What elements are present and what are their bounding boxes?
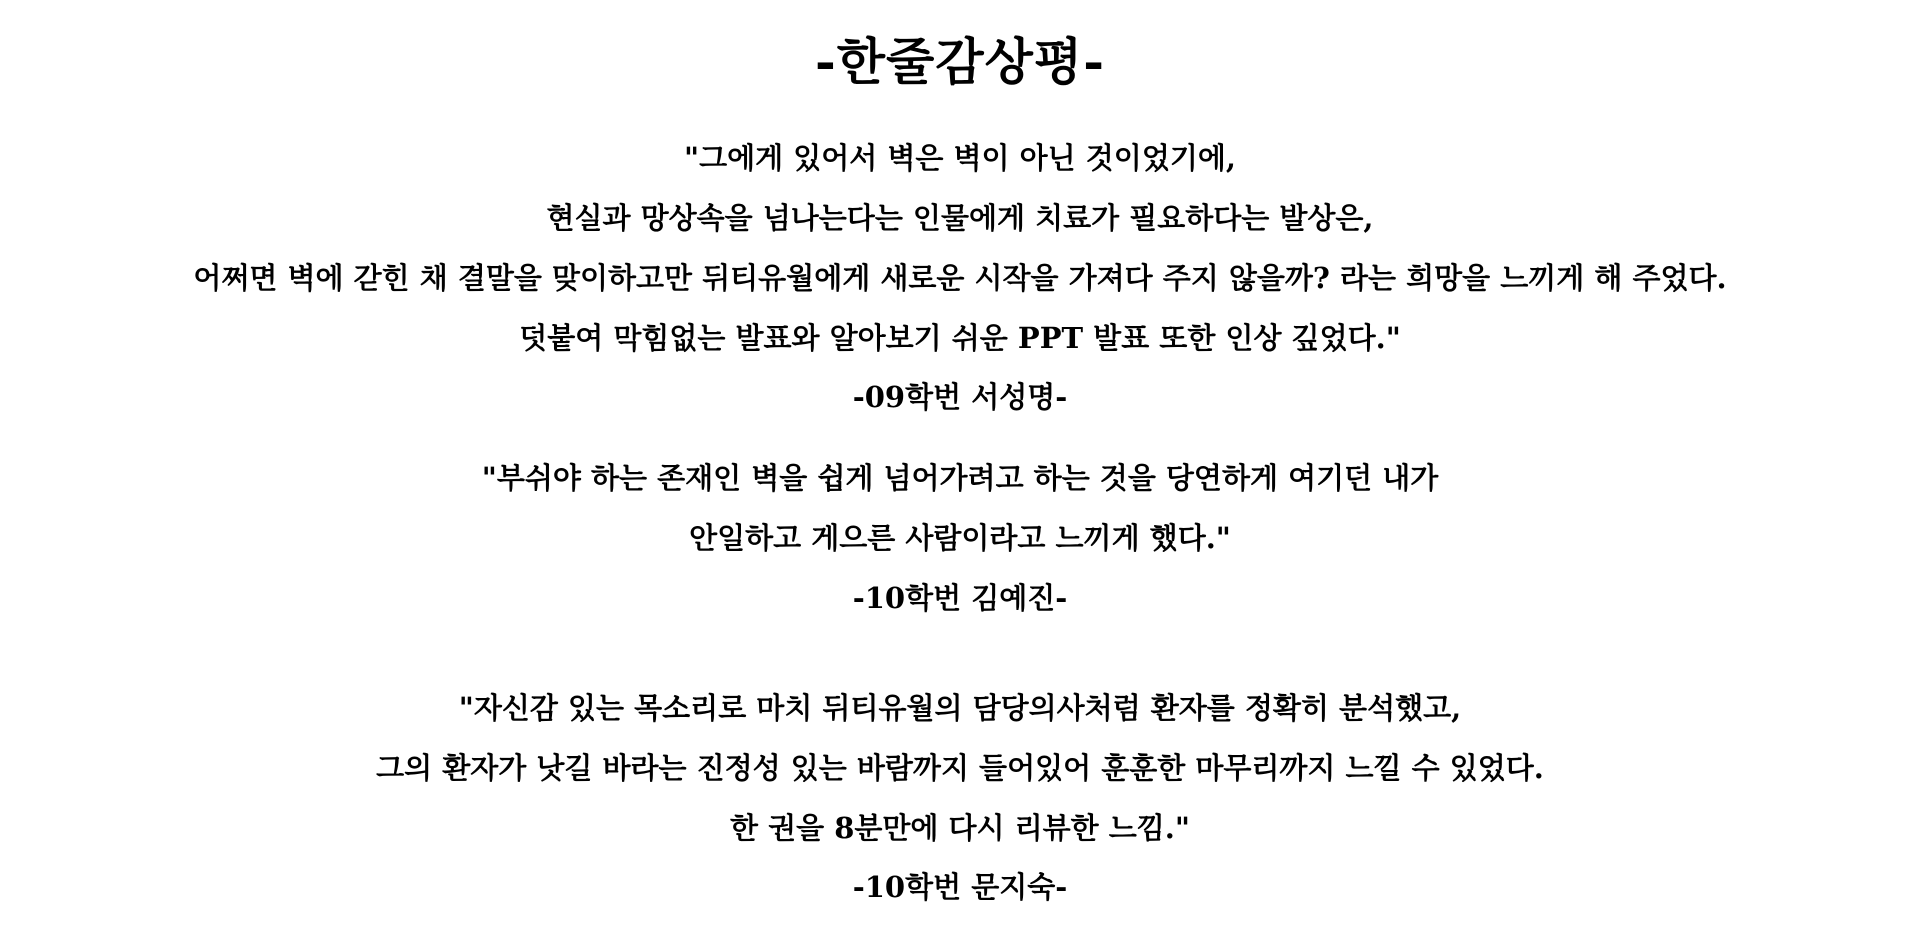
review-3-author: -10학번 문지숙- (852, 870, 1068, 904)
review-1-line-3: 어쩌면 벽에 갇힌 채 결말을 맞이하고만 뒤티유월에게 새로운 시작을 가져다 주지 않을까? 라는 희망을 느끼게 해 주었다. (193, 261, 1727, 295)
review-3-line-2: 그의 환자가 낫길 바라는 진정성 있는 바람까지 들어있어 훈훈한 마무리까지 느낄 수 있었다. (376, 751, 1544, 785)
page-title: -한줄감상평- (814, 32, 1105, 91)
review-1-line-2: 현실과 망상속을 넘나는다는 인물에게 치료가 필요하다는 발상은, (546, 201, 1374, 235)
review-3-line-3: 한 권을 8분만에 다시 리뷰한 느낌." (729, 811, 1191, 845)
review-2-author: -10학번 김예진- (852, 581, 1068, 615)
review-2-line-1: "부쉬야 하는 존재인 벽을 쉽게 넘어가려고 하는 것을 당연하게 여기던 내가 (481, 461, 1439, 495)
review-3-line-1: "자신감 있는 목소리로 마치 뒤티유월의 담당의사처럼 환자를 정확히 분석했고, (458, 691, 1462, 725)
review-1-author: -09학번 서성명- (852, 380, 1068, 414)
review-1-line-4: 덧붙여 막힘없는 발표와 알아보기 쉬운 PPT 발표 또한 인상 깊었다." (519, 321, 1401, 355)
review-2-line-2: 안일하고 게으른 사람이라고 느끼게 했다." (689, 521, 1231, 555)
review-1-line-1: "그에게 있어서 벽은 벽이 아닌 것이었기에, (684, 141, 1236, 175)
